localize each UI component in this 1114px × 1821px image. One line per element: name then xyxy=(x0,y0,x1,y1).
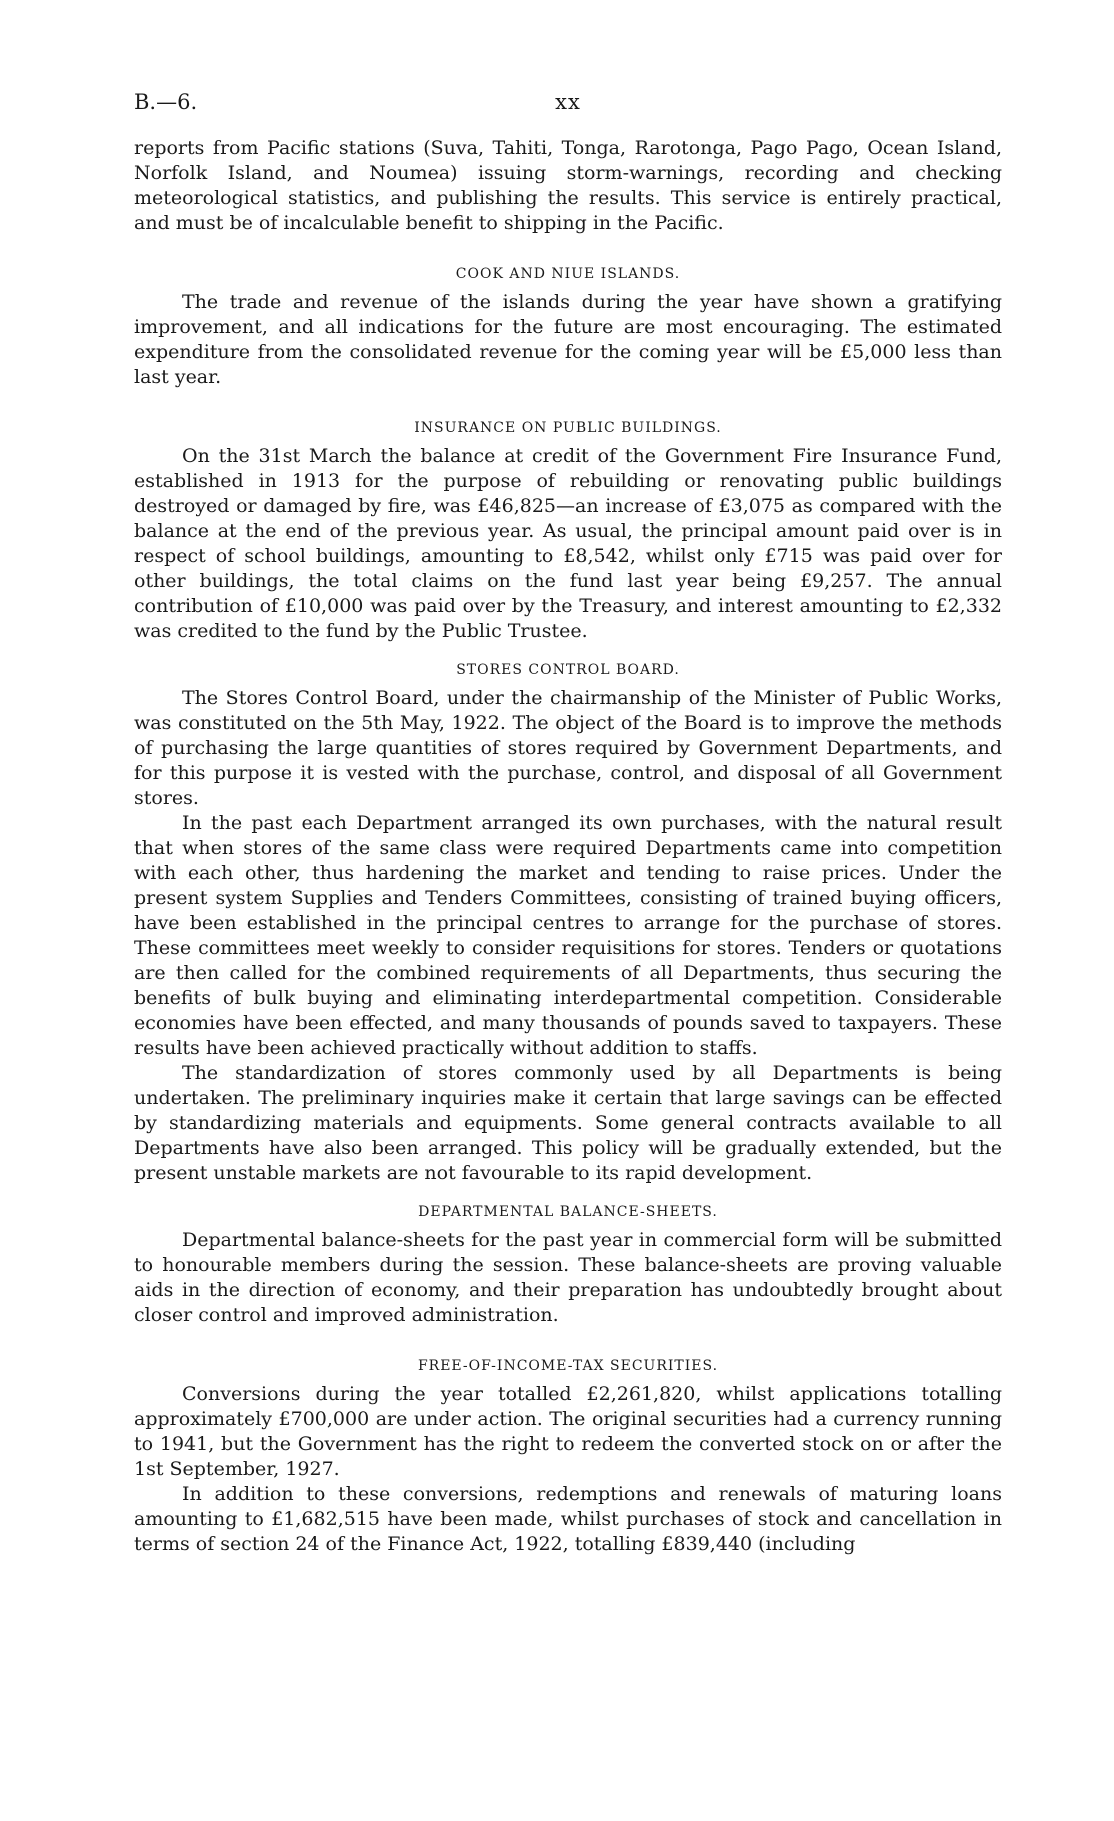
paragraph-securities-1: Conversions during the year totalled £2,261,820, whilst applications totalling approximately £700,000 are under action. The original securities had a currency running to 1941, but the Government has the right to redeem the converted stock on or after the 1st September, 1927. xyxy=(134,1383,1002,1480)
section-heading-securities: FREE-OF-INCOME-TAX SECURITIES. xyxy=(417,1358,719,1374)
paragraph-securities-2: In addition to these conversions, redemptions and renewals of maturing loans amounting to £1,682,515 have been made, whilst purchases of stock and cancellation in terms of section 24 of the Finance Act, 1922, totalling £839,440 (including xyxy=(134,1483,1002,1555)
section-heading-cook-niue: COOK AND NIUE ISLANDS. xyxy=(455,266,681,282)
section-heading-stores-control: STORES CONTROL BOARD. xyxy=(456,662,680,678)
paragraph-stores-1: The Stores Control Board, under the chairmanship of the Minister of Public Works, was constituted on the 5th May, 1922. The object of the Board is to improve the methods of purchasing the large quantities of stores required by Government Departments, and for this purpose it is vested with the purchase, control, and disposal of all Government stores. xyxy=(134,687,1002,809)
paragraph-stores-3: The standardization of stores commonly used by all Departments is being undertaken. The preliminary inquiries make it certain that large savings can be effected by standardizing materials and equipments. Some general contracts available to all Departments have also been arranged. This policy will be gradually extended, but the present unstable markets are not favourable to its rapid development. xyxy=(134,1062,1002,1184)
paragraph-insurance: On the 31st March the balance at credit of the Government Fire Insurance Fund, established in 1913 for the purpose of rebuilding or renovating public buildings destroyed or damaged by fire, was £46,825—an increase of £3,075 as compared with the balance at the end of the previous year. As usual, the principal amount paid over is in respect of school buildings, amounting to £8,542, whilst only £715 was paid over for other buildings, the total claims on the fund last year being £9,257. The annual contribution of £10,000 was paid over by the Treasury, and interest amounting to £2,332 was credited to the fund by the Public Trustee. xyxy=(134,445,1002,642)
intro-paragraph: reports from Pacific stations (Suva, Tahiti, Tonga, Rarotonga, Pago Pago, Ocean Island, Norfolk Island, and Noumea) issuing storm-warnings, recording and checking meteorological statistics, and publishing the results. This service is entirely practical, and must be of incalculable benefit to shipping in the Pacific. xyxy=(134,137,1002,234)
paragraph-cook-niue: The trade and revenue of the islands during the year have shown a gratifying improvement, and all indications for the future are most encouraging. The estimated expenditure from the consolidated revenue for the coming year will be £5,000 less than last year. xyxy=(134,291,1002,388)
paragraph-balance-sheets: Departmental balance-sheets for the past year in commercial form will be submitted to honourable members during the session. These balance-sheets are proving valuable aids in the direction of economy, and their preparation has undoubtedly brought about closer control and improved administration. xyxy=(134,1229,1002,1326)
page-header xyxy=(134,90,1002,120)
section-heading-balance-sheets: DEPARTMENTAL BALANCE-SHEETS. xyxy=(418,1204,718,1220)
page-number: xx xyxy=(555,90,581,114)
document-body xyxy=(134,136,1002,1557)
section-heading-insurance: INSURANCE ON PUBLIC BUILDINGS. xyxy=(414,420,722,436)
document-reference: B.—6. xyxy=(134,90,198,114)
paragraph-stores-2: In the past each Department arranged its own purchases, with the natural result that when stores of the same class were required Departments came into competition with each other, thus hardening the market and tending to raise prices. Under the present system Supplies and Tenders Committees, consisting of trained buying officers, have been established in the principal centres to arrange for the purchase of stores. These committees meet weekly to consider requisitions for stores. Tenders or quotations are then called for the combined requirements of all Departments, thus securing the benefits of bulk buying and eliminating interdepartmental competition. Considerable economies have been effected, and many thousands of pounds saved to taxpayers. These results have been achieved practically without addition to staffs. xyxy=(134,812,1002,1059)
